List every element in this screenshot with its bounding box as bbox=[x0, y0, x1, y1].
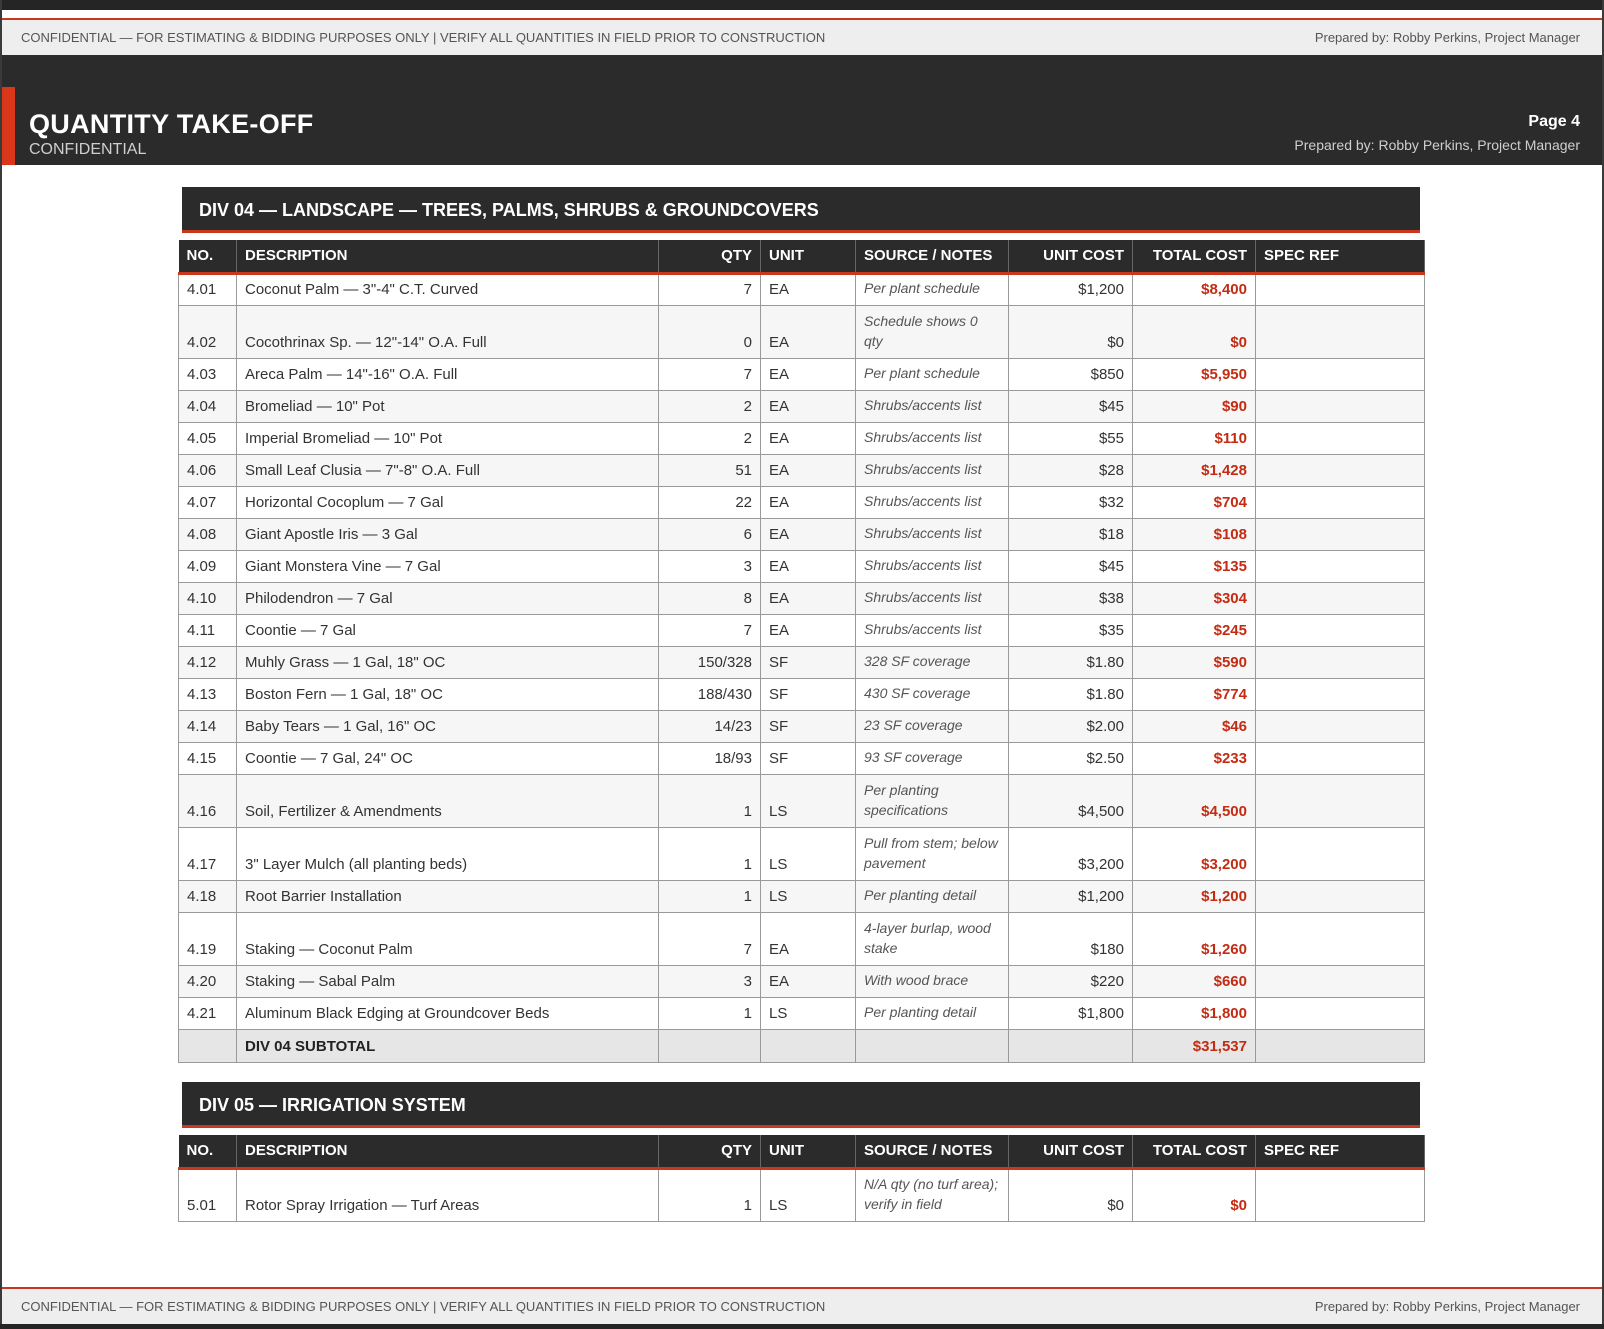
item-unit: LS bbox=[761, 880, 856, 912]
item-qty: 7 bbox=[659, 614, 761, 646]
item-unit: SF bbox=[761, 742, 856, 774]
table-row bbox=[179, 774, 1425, 827]
item-unit-cost: $2.00 bbox=[1009, 710, 1133, 742]
item-notes: Shrubs/accents list bbox=[856, 390, 1009, 422]
item-description: Boston Fern — 1 Gal, 18" OC bbox=[237, 678, 659, 710]
item-qty: 1 bbox=[659, 774, 761, 827]
item-description: Aluminum Black Edging at Groundcover Beds bbox=[237, 997, 659, 1029]
col-unit: UNIT bbox=[761, 240, 856, 273]
item-qty: 7 bbox=[659, 358, 761, 390]
col-unit: UNIT bbox=[761, 1135, 856, 1168]
item-qty: 1 bbox=[659, 880, 761, 912]
page-subtitle: CONFIDENTIAL bbox=[29, 141, 147, 158]
item-description: Imperial Bromeliad — 10" Pot bbox=[237, 422, 659, 454]
item-total-cost: $233 bbox=[1133, 742, 1256, 774]
item-unit: LS bbox=[761, 827, 856, 880]
item-unit-cost: $35 bbox=[1009, 614, 1133, 646]
item-number: 4.07 bbox=[179, 486, 237, 518]
confidential-notice: CONFIDENTIAL — FOR ESTIMATING & BIDDING PURPOSES ONLY | VERIFY ALL QUANTITIES IN FIELD PRIOR TO CONSTRUCTION bbox=[21, 30, 826, 45]
table-row bbox=[179, 390, 1425, 422]
item-description: Cocothrinax Sp. — 12"-14" O.A. Full bbox=[237, 305, 659, 358]
table-row bbox=[179, 358, 1425, 390]
item-notes: 23 SF coverage bbox=[856, 710, 1009, 742]
confidential-notice: CONFIDENTIAL — FOR ESTIMATING & BIDDING PURPOSES ONLY | VERIFY ALL QUANTITIES IN FIELD PRIOR TO CONSTRUCTION bbox=[21, 1299, 826, 1314]
item-unit: EA bbox=[761, 390, 856, 422]
window-left-border bbox=[0, 0, 2, 1329]
confidential-bar-bottom bbox=[2, 1287, 1602, 1324]
table-row bbox=[179, 550, 1425, 582]
item-unit: EA bbox=[761, 422, 856, 454]
item-qty: 7 bbox=[659, 273, 761, 305]
item-unit-cost: $45 bbox=[1009, 390, 1133, 422]
item-unit-cost: $1,200 bbox=[1009, 880, 1133, 912]
item-description: Giant Monstera Vine — 7 Gal bbox=[237, 550, 659, 582]
item-total-cost: $0 bbox=[1133, 1168, 1256, 1221]
table-row bbox=[179, 742, 1425, 774]
item-notes: N/A qty (no turf area); verify in field bbox=[856, 1168, 1009, 1221]
item-qty: 1 bbox=[659, 997, 761, 1029]
item-qty: 6 bbox=[659, 518, 761, 550]
item-unit-cost: $32 bbox=[1009, 486, 1133, 518]
item-total-cost: $46 bbox=[1133, 710, 1256, 742]
item-description: Coconut Palm — 3"-4" C.T. Curved bbox=[237, 273, 659, 305]
item-spec-ref bbox=[1256, 582, 1425, 614]
subtotal-empty-cell bbox=[856, 1029, 1009, 1062]
item-spec-ref bbox=[1256, 742, 1425, 774]
table-row bbox=[179, 454, 1425, 486]
item-notes: Per planting detail bbox=[856, 997, 1009, 1029]
item-qty: 7 bbox=[659, 912, 761, 965]
item-unit: EA bbox=[761, 582, 856, 614]
item-notes: 328 SF coverage bbox=[856, 646, 1009, 678]
page-number: Page 4 bbox=[1528, 113, 1580, 130]
item-spec-ref bbox=[1256, 614, 1425, 646]
item-description: Rotor Spray Irrigation — Turf Areas bbox=[237, 1168, 659, 1221]
subtotal-row bbox=[179, 1029, 1425, 1062]
item-qty: 1 bbox=[659, 1168, 761, 1221]
item-notes: With wood brace bbox=[856, 965, 1009, 997]
table-row bbox=[179, 965, 1425, 997]
item-unit-cost: $2.50 bbox=[1009, 742, 1133, 774]
item-spec-ref bbox=[1256, 422, 1425, 454]
item-unit: EA bbox=[761, 358, 856, 390]
table-row bbox=[179, 422, 1425, 454]
item-spec-ref bbox=[1256, 390, 1425, 422]
col-spec-ref: SPEC REF bbox=[1256, 1135, 1425, 1168]
item-description: Small Leaf Clusia — 7"-8" O.A. Full bbox=[237, 454, 659, 486]
item-spec-ref bbox=[1256, 358, 1425, 390]
item-description: Staking — Coconut Palm bbox=[237, 912, 659, 965]
item-total-cost: $304 bbox=[1133, 582, 1256, 614]
subtotal-empty-cell bbox=[1256, 1029, 1425, 1062]
table-row bbox=[179, 912, 1425, 965]
item-number: 4.03 bbox=[179, 358, 237, 390]
col-qty: QTY bbox=[659, 1135, 761, 1168]
subtotal-empty-cell bbox=[659, 1029, 761, 1062]
subtotal-label: DIV 04 SUBTOTAL bbox=[237, 1029, 659, 1062]
item-description: Horizontal Cocoplum — 7 Gal bbox=[237, 486, 659, 518]
item-total-cost: $1,200 bbox=[1133, 880, 1256, 912]
table-row bbox=[179, 273, 1425, 305]
item-number: 4.06 bbox=[179, 454, 237, 486]
item-qty: 18/93 bbox=[659, 742, 761, 774]
div05-title: DIV 05 — IRRIGATION SYSTEM bbox=[182, 1082, 1420, 1128]
window-bottom-border bbox=[0, 1324, 1604, 1329]
item-number: 4.08 bbox=[179, 518, 237, 550]
div05-body bbox=[179, 1168, 1425, 1221]
item-unit-cost: $18 bbox=[1009, 518, 1133, 550]
table-row bbox=[179, 518, 1425, 550]
div04-header-row bbox=[179, 240, 1425, 273]
item-total-cost: $245 bbox=[1133, 614, 1256, 646]
item-unit-cost: $38 bbox=[1009, 582, 1133, 614]
subtotal-value: $31,537 bbox=[1133, 1029, 1256, 1062]
item-spec-ref bbox=[1256, 273, 1425, 305]
item-unit-cost: $1.80 bbox=[1009, 678, 1133, 710]
item-number: 4.12 bbox=[179, 646, 237, 678]
item-number: 4.18 bbox=[179, 880, 237, 912]
item-spec-ref bbox=[1256, 305, 1425, 358]
item-total-cost: $4,500 bbox=[1133, 774, 1256, 827]
item-qty: 51 bbox=[659, 454, 761, 486]
item-unit-cost: $1,200 bbox=[1009, 273, 1133, 305]
item-spec-ref bbox=[1256, 646, 1425, 678]
item-notes: Per plant schedule bbox=[856, 358, 1009, 390]
subtotal-empty-cell bbox=[1009, 1029, 1133, 1062]
item-unit: EA bbox=[761, 518, 856, 550]
item-description: Coontie — 7 Gal, 24" OC bbox=[237, 742, 659, 774]
item-number: 4.14 bbox=[179, 710, 237, 742]
item-total-cost: $108 bbox=[1133, 518, 1256, 550]
item-total-cost: $0 bbox=[1133, 305, 1256, 358]
item-notes: Shrubs/accents list bbox=[856, 454, 1009, 486]
item-spec-ref bbox=[1256, 1168, 1425, 1221]
confidential-bar-top bbox=[2, 18, 1602, 55]
table-row bbox=[179, 880, 1425, 912]
item-spec-ref bbox=[1256, 912, 1425, 965]
item-number: 4.20 bbox=[179, 965, 237, 997]
item-qty: 22 bbox=[659, 486, 761, 518]
item-number: 4.15 bbox=[179, 742, 237, 774]
item-notes: Shrubs/accents list bbox=[856, 422, 1009, 454]
item-unit: EA bbox=[761, 965, 856, 997]
item-notes: 4-layer burlap, wood stake bbox=[856, 912, 1009, 965]
table-row bbox=[179, 997, 1425, 1029]
item-unit: SF bbox=[761, 646, 856, 678]
item-total-cost: $774 bbox=[1133, 678, 1256, 710]
item-total-cost: $704 bbox=[1133, 486, 1256, 518]
table-row bbox=[179, 646, 1425, 678]
item-unit-cost: $180 bbox=[1009, 912, 1133, 965]
item-notes: Schedule shows 0 qty bbox=[856, 305, 1009, 358]
item-unit: EA bbox=[761, 454, 856, 486]
item-unit: LS bbox=[761, 1168, 856, 1221]
div04-table bbox=[178, 240, 1425, 1063]
table-row bbox=[179, 305, 1425, 358]
item-description: Philodendron — 7 Gal bbox=[237, 582, 659, 614]
item-description: Muhly Grass — 1 Gal, 18" OC bbox=[237, 646, 659, 678]
subtotal-empty-cell bbox=[761, 1029, 856, 1062]
div04-title: DIV 04 — LANDSCAPE — TREES, PALMS, SHRUBS & GROUNDCOVERS bbox=[182, 187, 1420, 233]
col-total-cost: TOTAL COST bbox=[1133, 240, 1256, 273]
item-total-cost: $110 bbox=[1133, 422, 1256, 454]
col-unit-cost: UNIT COST bbox=[1009, 240, 1133, 273]
div05-table bbox=[178, 1135, 1425, 1222]
item-total-cost: $135 bbox=[1133, 550, 1256, 582]
item-spec-ref bbox=[1256, 710, 1425, 742]
item-unit: LS bbox=[761, 997, 856, 1029]
item-spec-ref bbox=[1256, 486, 1425, 518]
item-qty: 2 bbox=[659, 422, 761, 454]
item-total-cost: $1,260 bbox=[1133, 912, 1256, 965]
div05-section bbox=[178, 1082, 1424, 1222]
header-accent-bar bbox=[2, 87, 15, 165]
item-number: 4.17 bbox=[179, 827, 237, 880]
item-notes: Per planting detail bbox=[856, 880, 1009, 912]
item-notes: Shrubs/accents list bbox=[856, 486, 1009, 518]
item-unit-cost: $28 bbox=[1009, 454, 1133, 486]
item-notes: Per planting specifications bbox=[856, 774, 1009, 827]
table-row bbox=[179, 486, 1425, 518]
item-spec-ref bbox=[1256, 454, 1425, 486]
col-total-cost: TOTAL COST bbox=[1133, 1135, 1256, 1168]
item-number: 4.11 bbox=[179, 614, 237, 646]
item-unit: EA bbox=[761, 273, 856, 305]
item-total-cost: $5,950 bbox=[1133, 358, 1256, 390]
item-spec-ref bbox=[1256, 997, 1425, 1029]
item-notes: 93 SF coverage bbox=[856, 742, 1009, 774]
item-unit-cost: $0 bbox=[1009, 1168, 1133, 1221]
item-unit: LS bbox=[761, 774, 856, 827]
item-spec-ref bbox=[1256, 965, 1425, 997]
item-description: Bromeliad — 10" Pot bbox=[237, 390, 659, 422]
item-notes: 430 SF coverage bbox=[856, 678, 1009, 710]
table-row bbox=[179, 614, 1425, 646]
item-qty: 0 bbox=[659, 305, 761, 358]
item-unit: EA bbox=[761, 912, 856, 965]
item-notes: Pull from stem; below pavement bbox=[856, 827, 1009, 880]
item-unit: EA bbox=[761, 614, 856, 646]
item-number: 5.01 bbox=[179, 1168, 237, 1221]
item-unit-cost: $4,500 bbox=[1009, 774, 1133, 827]
item-description: Staking — Sabal Palm bbox=[237, 965, 659, 997]
item-spec-ref bbox=[1256, 550, 1425, 582]
item-description: Coontie — 7 Gal bbox=[237, 614, 659, 646]
item-number: 4.05 bbox=[179, 422, 237, 454]
item-description: Soil, Fertilizer & Amendments bbox=[237, 774, 659, 827]
div05-header-row bbox=[179, 1135, 1425, 1168]
item-description: Giant Apostle Iris — 3 Gal bbox=[237, 518, 659, 550]
col-qty: QTY bbox=[659, 240, 761, 273]
table-row bbox=[179, 710, 1425, 742]
col-spec-ref: SPEC REF bbox=[1256, 240, 1425, 273]
item-qty: 188/430 bbox=[659, 678, 761, 710]
item-qty: 3 bbox=[659, 550, 761, 582]
item-total-cost: $90 bbox=[1133, 390, 1256, 422]
item-number: 4.21 bbox=[179, 997, 237, 1029]
table-row bbox=[179, 827, 1425, 880]
table-row bbox=[179, 678, 1425, 710]
page-title: QUANTITY TAKE-OFF bbox=[29, 109, 314, 139]
item-qty: 1 bbox=[659, 827, 761, 880]
item-unit: EA bbox=[761, 550, 856, 582]
item-number: 4.04 bbox=[179, 390, 237, 422]
item-description: Areca Palm — 14"-16" O.A. Full bbox=[237, 358, 659, 390]
item-description: 3" Layer Mulch (all planting beds) bbox=[237, 827, 659, 880]
item-description: Baby Tears — 1 Gal, 16" OC bbox=[237, 710, 659, 742]
item-total-cost: $590 bbox=[1133, 646, 1256, 678]
item-notes: Shrubs/accents list bbox=[856, 582, 1009, 614]
subtotal-empty-cell bbox=[179, 1029, 237, 1062]
table-row bbox=[179, 1168, 1425, 1221]
item-notes: Shrubs/accents list bbox=[856, 614, 1009, 646]
item-unit-cost: $220 bbox=[1009, 965, 1133, 997]
item-notes: Per plant schedule bbox=[856, 273, 1009, 305]
item-unit: EA bbox=[761, 305, 856, 358]
item-spec-ref bbox=[1256, 827, 1425, 880]
item-total-cost: $3,200 bbox=[1133, 827, 1256, 880]
item-spec-ref bbox=[1256, 518, 1425, 550]
item-qty: 3 bbox=[659, 965, 761, 997]
table-row bbox=[179, 582, 1425, 614]
item-notes: Shrubs/accents list bbox=[856, 550, 1009, 582]
item-notes: Shrubs/accents list bbox=[856, 518, 1009, 550]
col-no: NO. bbox=[179, 1135, 237, 1168]
col-description: DESCRIPTION bbox=[237, 240, 659, 273]
item-number: 4.09 bbox=[179, 550, 237, 582]
item-qty: 14/23 bbox=[659, 710, 761, 742]
item-number: 4.10 bbox=[179, 582, 237, 614]
item-number: 4.16 bbox=[179, 774, 237, 827]
item-number: 4.02 bbox=[179, 305, 237, 358]
item-total-cost: $1,800 bbox=[1133, 997, 1256, 1029]
header-prepared-by: Prepared by: Robby Perkins, Project Manager bbox=[1294, 137, 1580, 153]
item-unit-cost: $850 bbox=[1009, 358, 1133, 390]
div04-body bbox=[179, 273, 1425, 1062]
item-spec-ref bbox=[1256, 678, 1425, 710]
prepared-by: Prepared by: Robby Perkins, Project Manager bbox=[1314, 30, 1580, 45]
window-top-border bbox=[0, 0, 1604, 10]
item-qty: 8 bbox=[659, 582, 761, 614]
item-spec-ref bbox=[1256, 774, 1425, 827]
item-description: Root Barrier Installation bbox=[237, 880, 659, 912]
div04-section bbox=[178, 187, 1424, 1063]
item-number: 4.13 bbox=[179, 678, 237, 710]
page-header bbox=[2, 87, 1602, 165]
col-unit-cost: UNIT COST bbox=[1009, 1135, 1133, 1168]
item-unit: SF bbox=[761, 710, 856, 742]
col-notes: SOURCE / NOTES bbox=[856, 1135, 1009, 1168]
item-unit-cost: $45 bbox=[1009, 550, 1133, 582]
item-total-cost: $660 bbox=[1133, 965, 1256, 997]
item-spec-ref bbox=[1256, 880, 1425, 912]
item-unit: EA bbox=[761, 486, 856, 518]
item-qty: 150/328 bbox=[659, 646, 761, 678]
item-unit-cost: $0 bbox=[1009, 305, 1133, 358]
item-unit-cost: $1.80 bbox=[1009, 646, 1133, 678]
col-no: NO. bbox=[179, 240, 237, 273]
item-unit: SF bbox=[761, 678, 856, 710]
header-spacer bbox=[2, 55, 1602, 87]
item-qty: 2 bbox=[659, 390, 761, 422]
item-total-cost: $1,428 bbox=[1133, 454, 1256, 486]
item-unit-cost: $3,200 bbox=[1009, 827, 1133, 880]
item-number: 4.19 bbox=[179, 912, 237, 965]
col-description: DESCRIPTION bbox=[237, 1135, 659, 1168]
item-total-cost: $8,400 bbox=[1133, 273, 1256, 305]
prepared-by: Prepared by: Robby Perkins, Project Manager bbox=[1314, 1299, 1580, 1314]
col-notes: SOURCE / NOTES bbox=[856, 240, 1009, 273]
item-unit-cost: $55 bbox=[1009, 422, 1133, 454]
item-unit-cost: $1,800 bbox=[1009, 997, 1133, 1029]
item-number: 4.01 bbox=[179, 273, 237, 305]
